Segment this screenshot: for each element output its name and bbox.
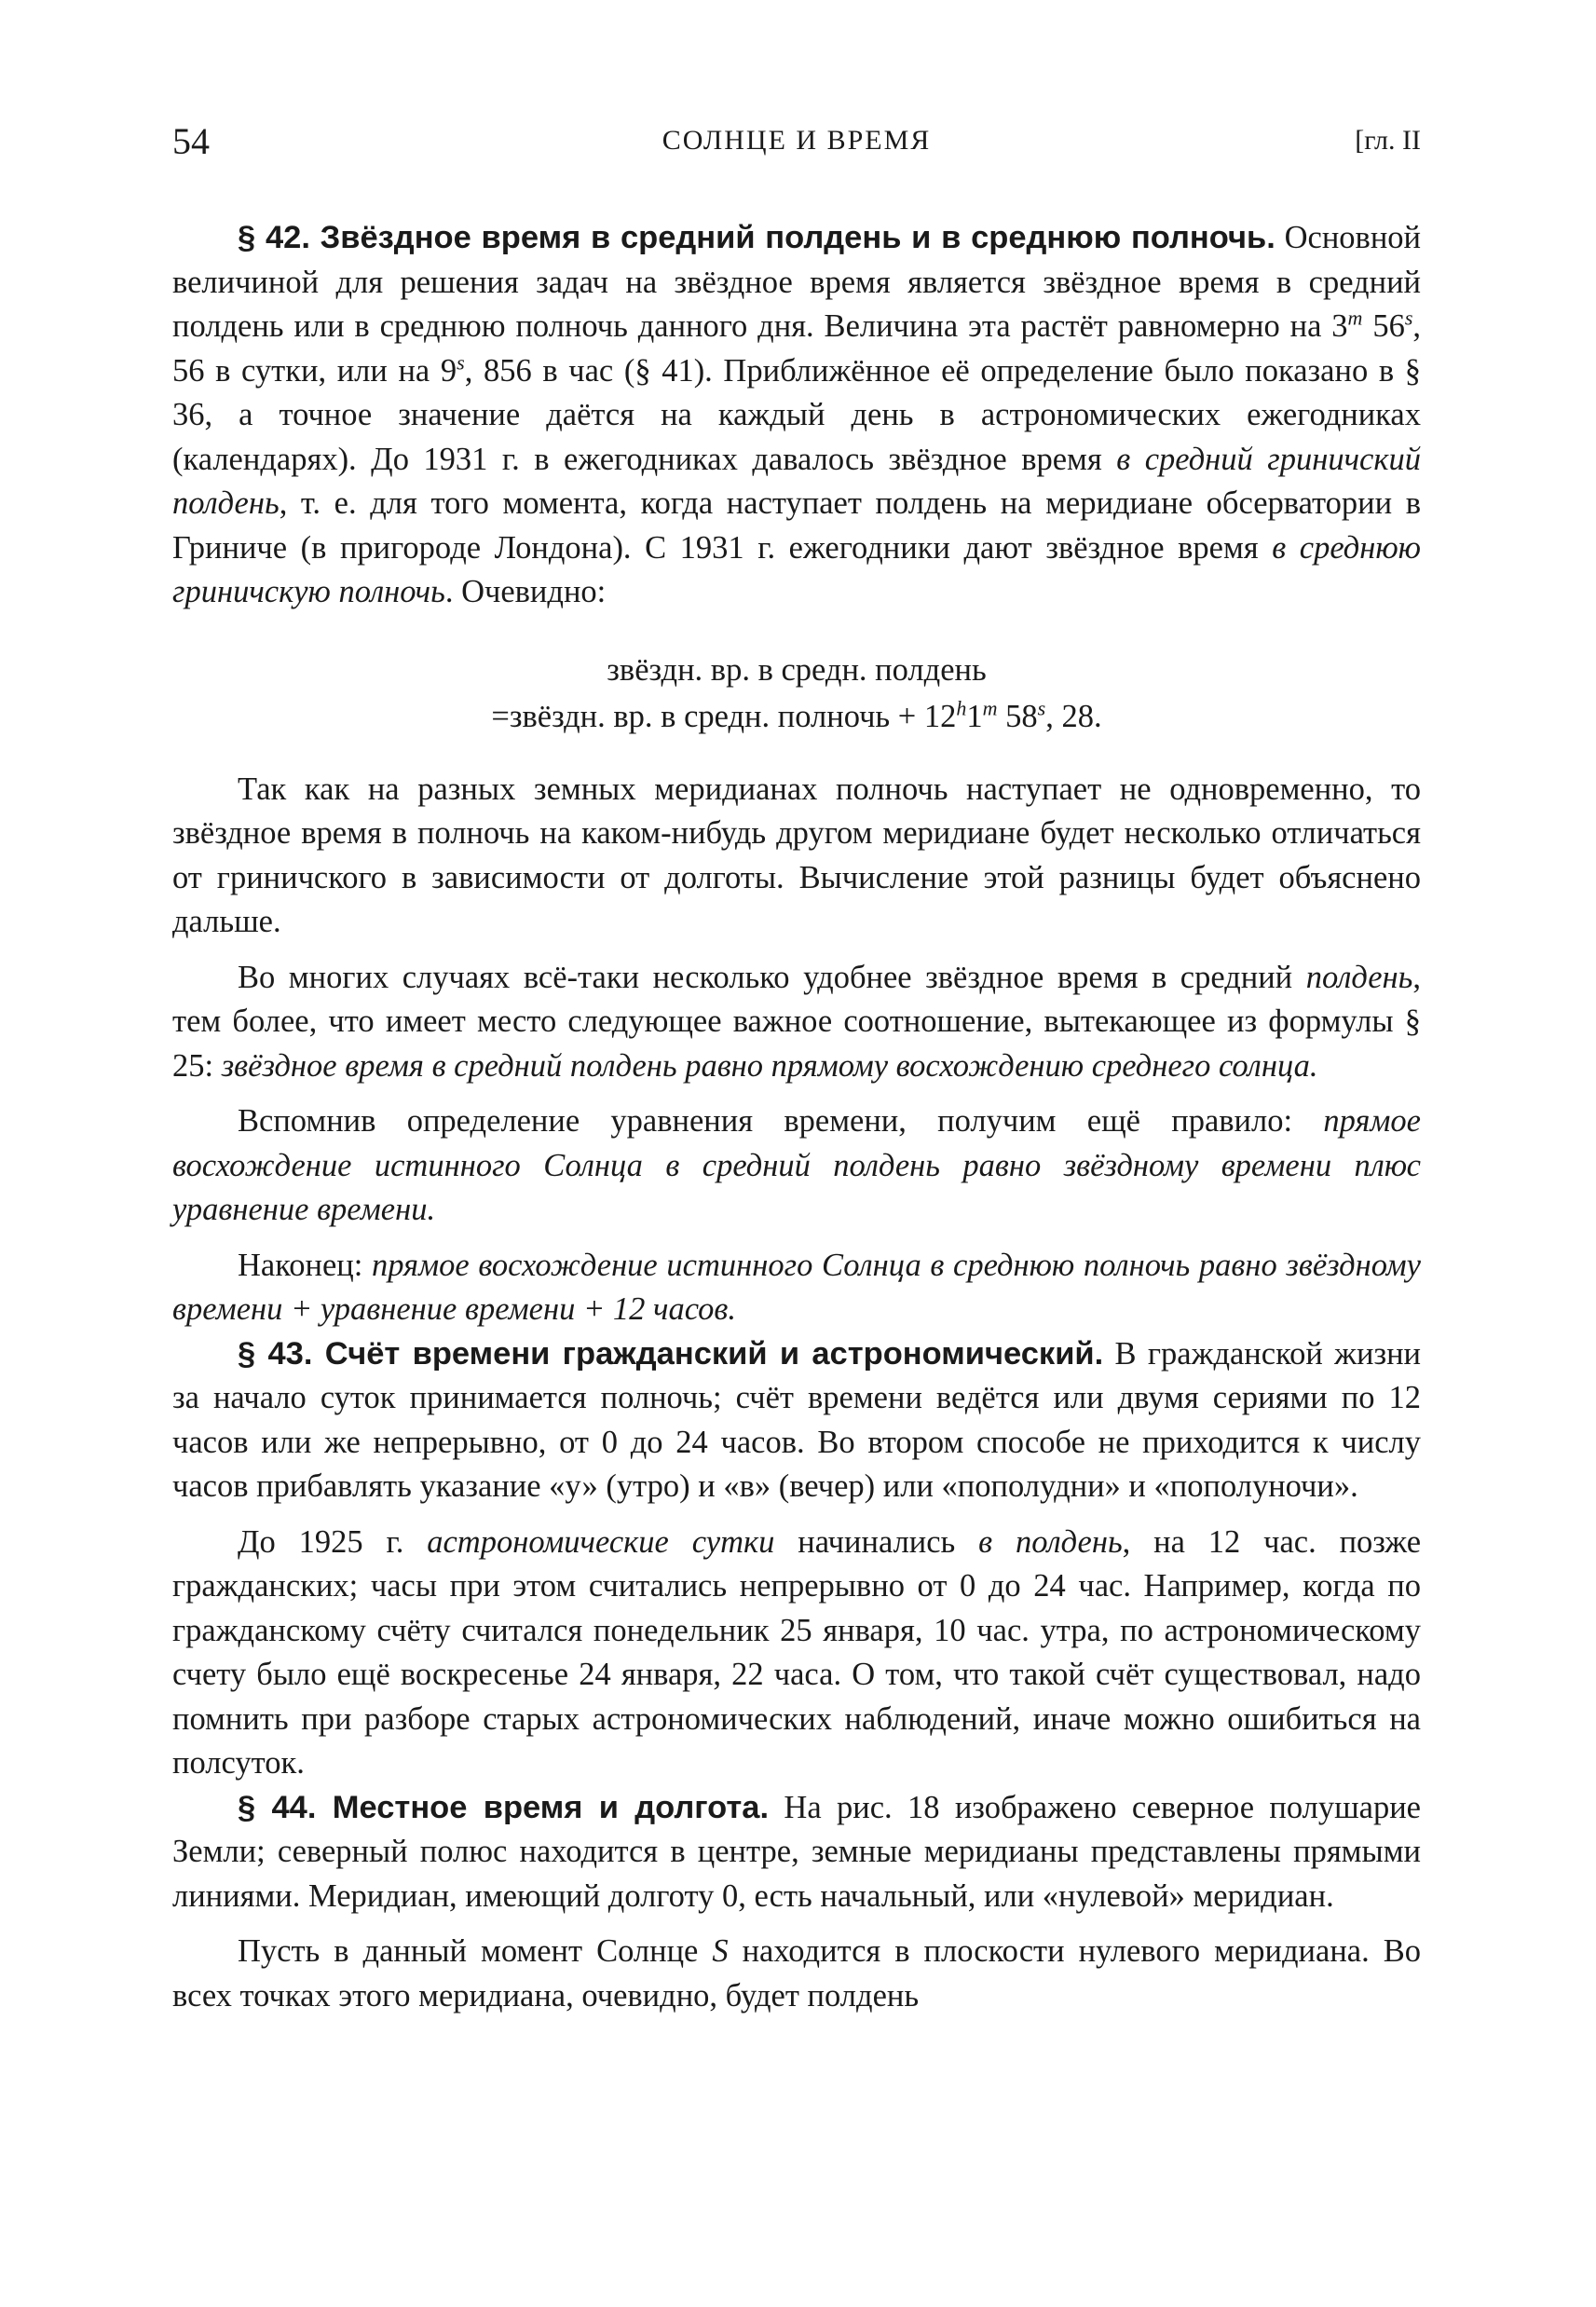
section-43-paragraph: § 43. Счёт времени гражданский и астрономический. В гражданской жизни за начало суток принимается полночь; счёт времени ведётся или двумя сериями по 12 часов или же непрерывно, от 0 до 24 часов. Во втором способе не приходится к числу часов прибавлять указание «у» (утро) и «в» (вечер) или «пополудни» и «пополуночи». — [172, 1335, 1421, 1504]
paragraph-noon: Во многих случаях всё-таки несколько удобнее звёздное время в средний полдень, тем более, что имеет место следующее важное соотношение, вытекающее из формулы § 25: звёздное время в средний полдень равно прямому восхождению среднего солнца. — [172, 959, 1421, 1084]
paragraph-midnight: Наконец: прямое восхождение истинного Солнца в среднюю полночь равно звёздному времени + уравнение времени + 12 часов. — [172, 1247, 1421, 1327]
paragraph-meridians: Так как на разных земных меридианах полночь наступает не одновременно, то звёздное время в полночь на каком-нибудь другом меридиане будет несколько отличаться от гриничского в зависимости от долготы. Вычисление этой разницы будет объяснено дальше. — [172, 771, 1421, 939]
section-42-paragraph: § 42. Звёздное время в средний полдень и в среднюю полночь. Основной величиной для решения задач на звёздное время является звёздное время в средний полдень или в среднюю полночь данного дня. Величина эта растёт равномерно на 3$^m$ 56$^s$, 56 в сутки, или на 9$^s$, 856 в час (§ 41). Приближённое её определение было показано в § 36, а точное значение даётся на каждый день в астрономических ежегодниках (календарях). До 1931 г. в ежегодниках давалось звёздное время в средний гриничский полдень, т. е. для того момента, когда наступает полдень на меридиане обсерватории в Гриниче (в пригороде Лондона). С 1931 г. ежегодники дают звёздное время в среднюю гриничскую полночь. Очевидно: — [172, 220, 1422, 609]
section-43-heading: § 43. Счёт времени гражданский и астрономический. — [238, 1335, 1104, 1372]
section-42-heading: § 42. Звёздное время в средний полдень и в среднюю полночь. — [238, 220, 1275, 255]
formula-line-2: =звёздн. вр. в средн. полночь + $12^h1^m$ 58$^s$, 28. — [491, 696, 1102, 734]
running-title: СОЛНЦЕ И ВРЕМЯ — [662, 125, 932, 156]
running-header — [172, 119, 1421, 166]
chapter-label: [гл. II — [1355, 125, 1421, 156]
page-number: 54 — [172, 120, 210, 162]
paragraph-rule: Вспомнив определение уравнения времени, получим ещё правило: прямое восхождение истинного Солнца в средний полдень равно звёздному времени плюс уравнение времени. — [172, 1103, 1421, 1227]
section-44-heading: § 44. Местное время и долгота. — [238, 1789, 770, 1825]
page-body — [172, 216, 1421, 2018]
formula — [172, 647, 1421, 740]
section-44-paragraph: § 44. Местное время и долгота. На рис. 18 изображено северное полушарие Земли; северный полюс находится в центре, земные меридианы представлены прямыми линиями. Меридиан, имеющий долготу 0, есть начальный, или «нулевой» меридиан. — [172, 1789, 1421, 1914]
formula-line-1: звёздн. вр. в средн. полдень — [607, 651, 987, 688]
paragraph-sun-position: Пусть в данный момент Солнце S находится в плоскости нулевого меридиана. Во всех точках этого меридиана, очевидно, будет полдень — [172, 1933, 1421, 2014]
paragraph-astro-days: До 1925 г. астрономические сутки начинались в полдень, на 12 час. позже гражданских; часы при этом считались непрерывно от 0 до 24 час. Например, когда по гражданскому счёту считался понедельник 25 января, 10 час. утра, по астрономическому счету было ещё воскресенье 24 января, 22 часа. О том, что такой счёт существовал, надо помнить при разборе старых астрономических наблюдений, иначе можно ошибиться на полсуток. — [172, 1523, 1422, 1781]
